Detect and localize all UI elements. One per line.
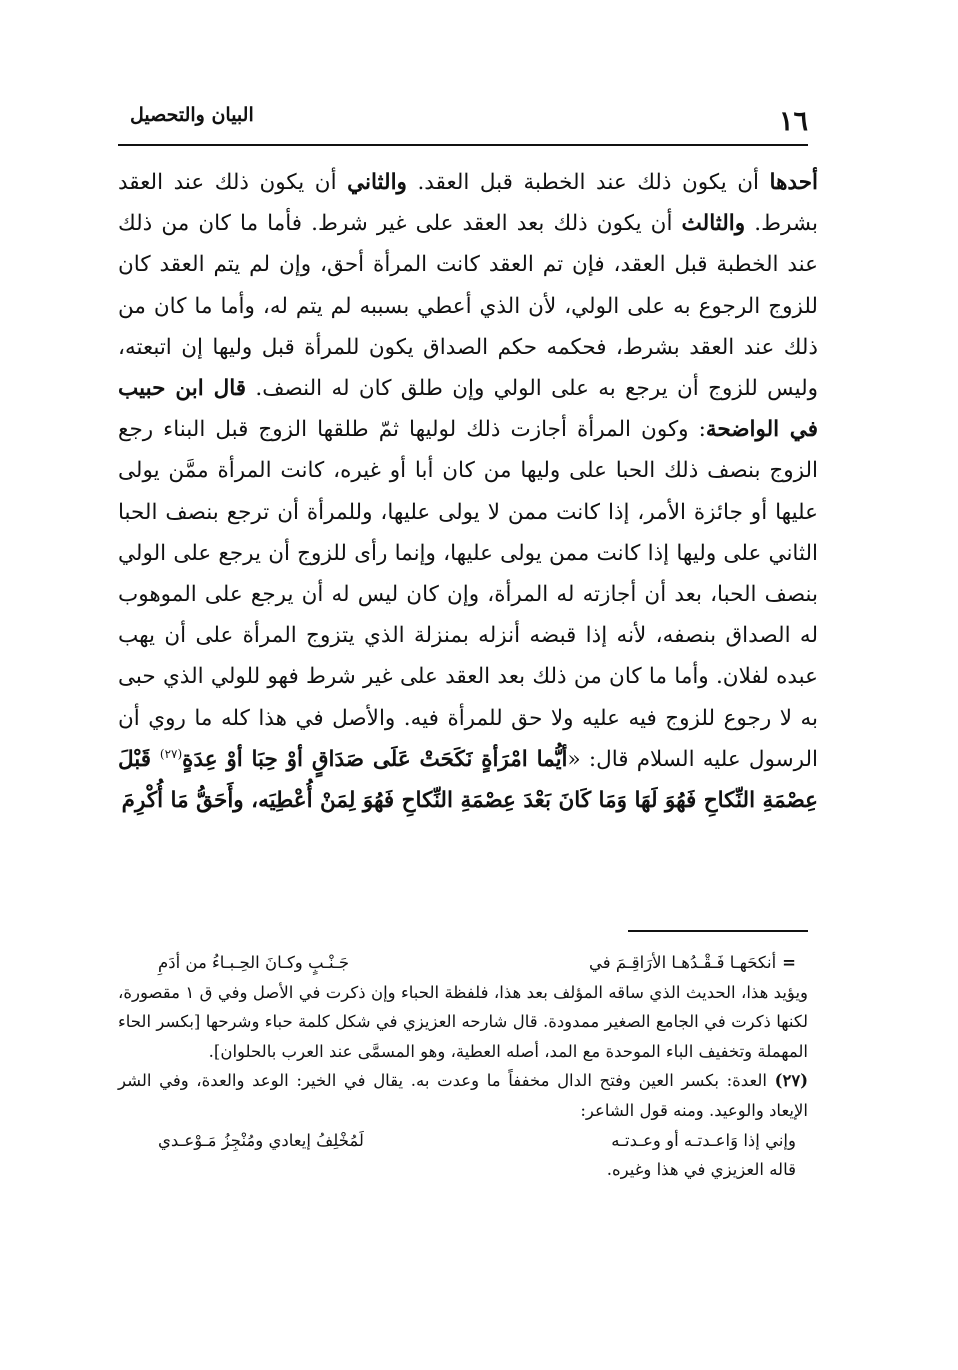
footnotes (118, 948, 808, 1185)
verse1-hemistich-b: جَـنْـبٍ وكـانَ الحِـبـاءُ من أدَمِ (158, 953, 350, 972)
footnote-27-text: العدة: بكسر العين وفتح الدال مخففاً ما وعدت به. يقال في الخير: الوعد والعدة، وفي الشر الإيعاد والوعيد. ومنه قول الشاعر: (118, 1071, 808, 1120)
citation-ibn-habib: قال ابن حبيب في الواضحة (118, 376, 818, 443)
verse2-hemistich-a: وإني إذا وَاعـدتـه أو وعـدتـه (611, 1130, 796, 1150)
term-second: والثاني (347, 170, 407, 195)
footnote-ref-27: (٢٧) (159, 746, 183, 761)
page-number: ١٦ (778, 106, 808, 137)
verse1-hemistich-a: أنكحَهـا فَـقْـدُهـا الأرَاقِـمَ في (589, 953, 777, 972)
term-first: أحدها (769, 170, 818, 195)
text-segment-4: : وكون المرأة أجازت ذلك لوليها ثمّ طلقها الزوج قبل البناء رجع الزوج بنصف ذلك الحبا على وليها من كان أبا أو غيره، كانت المرأة ممَّن يولى عليها أو جائزة الأمر، إذا كانت ممن لا يولى عليها، وللمرأة أن ترجع بنصف الحبا الثاني على وليها إذا كانت ممن يولى عليها، وإنما رأى للزوج أن يرجع على الولي بنصف الحبا، بعد أن أجازته له المرأة، وإن كان ليس له أن يرجع على الموهوب له الصداق بنصفه، لأنه إذا قبضه أنزله بمنزلة الذي يتزوج المرأة على أن يهب عبده لفلان. وأما ما كان من ذلك بعد العقد على غير شرط فهو للولي الذي حبى به لا رجوع للزوج فيه عليه ولا حق للمرأة فيه. والأصل في هذا كله ما روي أن الرسول عليه السلام قال: « (118, 417, 818, 772)
verse-line-2 (118, 1126, 808, 1156)
main-paragraph (118, 162, 818, 821)
footnote-27 (118, 1066, 808, 1125)
verse2-hemistich-b: لَمُخْلِفُ إيعادي ومُنْجِزُ مَـوْعـدي (158, 1130, 364, 1150)
running-title: البيان والتحصيل (130, 104, 254, 126)
term-third: والثالث (681, 211, 746, 237)
continuation-marker: = (782, 953, 796, 972)
text-segment-2: أن يكون ذلك عند العقد بشرط. (118, 170, 818, 237)
text-segment-1: أن يكون ذلك عند الخطبة قبل العقد. (406, 170, 770, 195)
hadith-part-1: أيُّما امْرَأةٍ نَكَحَتْ عَلَى صَدَاقٍ أوْ حِبَا أوْ عِدَةٍ (182, 746, 568, 772)
footnote-27-number: (٢٧) (774, 1071, 808, 1091)
running-header (118, 100, 808, 146)
footnote-closing: قاله العزيزي في هذا وغيره. (606, 1160, 796, 1180)
hadith-part-2: قَبْلَ عِصْمَةِ النِّكاحِ فَهُوَ لَهَا وَمَا كَانَ بَعْدَ عِصْمَةِ النِّكاحِ فَهُوَ لِمَنْ أُعْطِيَه، وأَحَقُّ مَا أُكْرِمَ (118, 746, 818, 814)
verse-line-1 (118, 948, 808, 978)
footnote-separator (628, 930, 808, 932)
text-segment-3: أن يكون ذلك بعد العقد على غير شرط. فأما ما كان من ذلك عند الخطبة قبل العقد، فإن تم العقد كانت المرأة أحق، وإن لم يتم العقد كان للزوج الرجوع به على الولي، لأن الذي أعطي بسببه لم يتم له، وأما ما كان من ذلك عند العقد بشرط، فحكمه حكم الصداق يكون للمرأة قبل وليها إن اتبعته، وليس للزوج أن يرجع به على الولي وإن طلق كان له النصف. (118, 211, 819, 402)
footnote-continuation: ويؤيد هذا، الحديث الذي ساقه المؤلف بعد هذا، فلفظة الحباء وإن ذكرت في الأصل وفي ق ١ مقصورة، لكنها ذكرت في الجامع الصغير ممدودة. قال شارحه العزيزي في شكل كلمة حباء وشرحها [بكسر الحاء المهملة وتخفيف الباء الموحدة مع المد، أصله العطية، وهو المسمَّى عند العرب بالحلوان]. (118, 982, 809, 1061)
verse1-wrap (589, 948, 796, 978)
